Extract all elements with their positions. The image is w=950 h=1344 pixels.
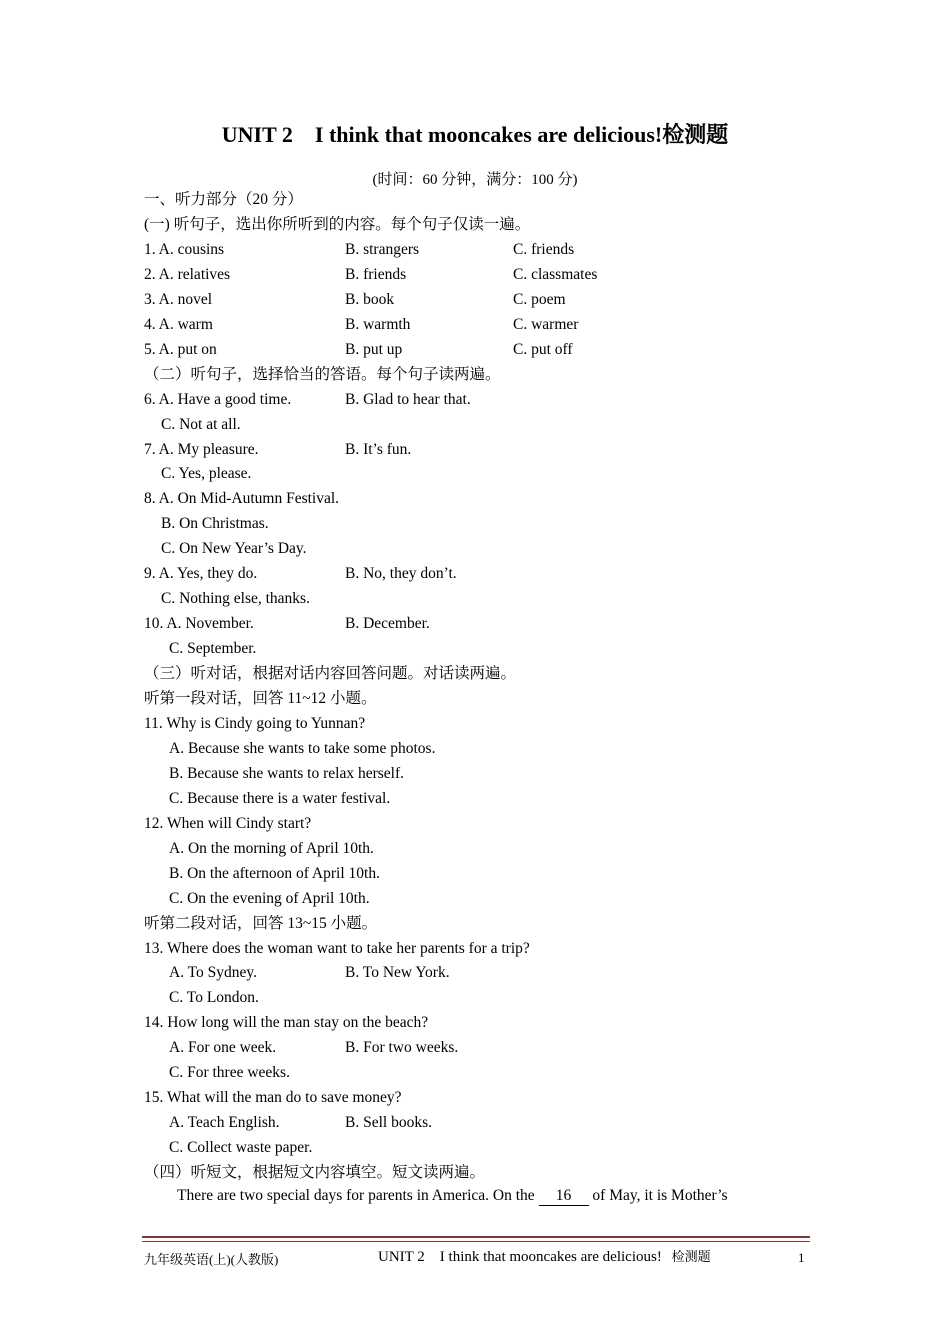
line-text: A. For one week. xyxy=(169,1039,277,1057)
option-b: B. For two weeks. xyxy=(345,1039,459,1057)
option-b: B. strangers xyxy=(345,240,420,258)
passage-text-after: of May, it is Mother’s xyxy=(592,1187,728,1204)
line-text: C. Not at all. xyxy=(161,415,241,433)
passage-line xyxy=(177,1184,728,1208)
footer-grade: 九年级英语(上)(人教版) xyxy=(144,1252,279,1267)
option-b: B. Glad to hear that. xyxy=(345,390,471,408)
line-text: 13. Where does the woman want to take her parents for a trip? xyxy=(144,939,530,957)
option-b: B. book xyxy=(345,290,395,308)
line-text: 14. How long will the man stay on the beach? xyxy=(144,1014,429,1032)
footer-rule xyxy=(142,1236,810,1238)
line-text: 9. A. Yes, they do. xyxy=(144,565,258,583)
line-text: C. On the evening of April 10th. xyxy=(169,889,370,907)
line-text: 2. A. relatives xyxy=(144,265,231,283)
line-text: （二）听句子，选择恰当的答语。每个句子读两遍。 xyxy=(144,365,501,383)
line-text: C. September. xyxy=(169,640,257,658)
line-text: 12. When will Cindy start? xyxy=(144,814,312,832)
option-c: C. poem xyxy=(513,290,566,308)
exam-subtitle: (时间：60 分钟，满分：100 分) xyxy=(372,172,578,188)
page-number: 1 xyxy=(798,1250,805,1265)
footer-unit-title xyxy=(378,1246,711,1266)
page-title: UNIT 2 I think that mooncakes are delicious!检测题 xyxy=(221,122,729,147)
option-b: B. Sell books. xyxy=(345,1114,432,1132)
footer-unit-suffix: 检测题 xyxy=(671,1249,711,1264)
line-text: C. For three weeks. xyxy=(169,1064,290,1082)
option-b: B. friends xyxy=(345,265,407,283)
line-text: B. On the afternoon of April 10th. xyxy=(169,864,380,882)
line-text: A. To Sydney. xyxy=(169,964,258,982)
line-text: C. Because there is a water festival. xyxy=(169,789,391,807)
line-text: C. Yes, please. xyxy=(161,465,252,483)
option-c: C. put off xyxy=(513,340,573,358)
line-text: 10. A. November. xyxy=(144,615,254,633)
line-text: 7. A. My pleasure. xyxy=(144,440,259,458)
line-text: A. Because she wants to take some photos. xyxy=(169,739,436,757)
option-b: B. No, they don’t. xyxy=(345,565,457,583)
line-text: 一、听力部分（20 分） xyxy=(144,191,303,208)
line-text: A. On the morning of April 10th. xyxy=(169,839,374,857)
line-text: 4. A. warm xyxy=(144,315,213,333)
line-text: 3. A. novel xyxy=(144,290,213,308)
option-b: B. put up xyxy=(345,340,403,358)
option-c: C. warmer xyxy=(513,315,579,333)
option-b: B. December. xyxy=(345,615,430,633)
line-text: （四）听短文，根据短文内容填空。短文读两遍。 xyxy=(144,1164,486,1182)
option-c: C. classmates xyxy=(513,265,598,283)
line-text: C. Nothing else, thanks. xyxy=(161,590,310,608)
line-text: 15. What will the man do to save money? xyxy=(144,1089,402,1107)
line-text: A. Teach English. xyxy=(169,1114,280,1132)
line-text: 8. A. On Mid-Autumn Festival. xyxy=(144,490,340,508)
line-text: B. Because she wants to relax herself. xyxy=(169,764,405,782)
line-text: C. To London. xyxy=(169,989,259,1007)
line-text: 1. A. cousins xyxy=(144,240,225,258)
line-text: 听第一段对话，回答 11~12 小题。 xyxy=(144,690,377,707)
option-b: B. warmth xyxy=(345,315,411,333)
footer-unit-text: UNIT 2 I think that mooncakes are delicious! xyxy=(378,1249,662,1265)
line-text: （三）听对话，根据对话内容回答问题。对话读两遍。 xyxy=(144,665,517,683)
line-text: 11. Why is Cindy going to Yunnan? xyxy=(144,714,366,732)
line-text: 5. A. put on xyxy=(144,340,217,358)
line-text: C. Collect waste paper. xyxy=(169,1139,313,1157)
option-c: C. friends xyxy=(513,240,575,258)
passage-text-before: There are two special days for parents in America. On the xyxy=(177,1187,539,1204)
line-text: (一) 听句子，选出你所听到的内容。每个句子仅读一遍。 xyxy=(144,215,531,233)
line-text: 听第二段对话，回答 13~15 小题。 xyxy=(144,914,378,932)
passage-blank-16[interactable]: 16 xyxy=(539,1187,589,1206)
option-b: B. It’s fun. xyxy=(345,440,412,458)
line-text: C. On New Year’s Day. xyxy=(161,540,307,558)
option-b: B. To New York. xyxy=(345,964,450,982)
footer-rule-thin xyxy=(142,1241,810,1242)
line-text: B. On Christmas. xyxy=(161,515,269,533)
line-text: 6. A. Have a good time. xyxy=(144,390,292,408)
